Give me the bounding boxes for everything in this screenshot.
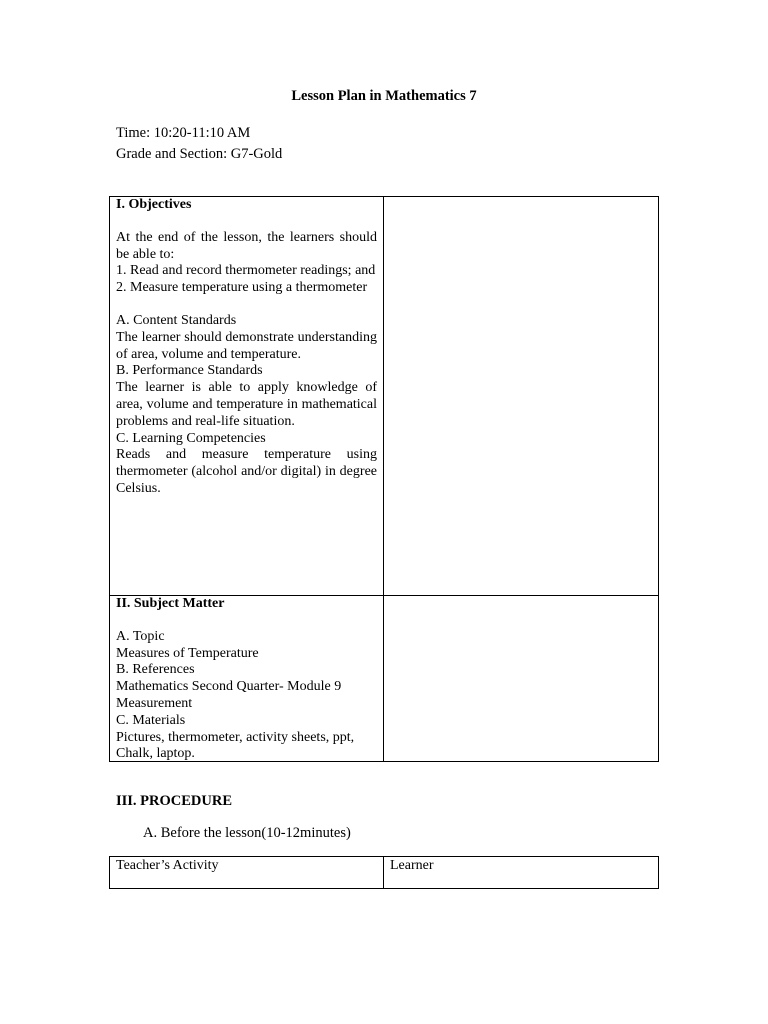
references-label: B. References	[116, 662, 195, 678]
competencies-label: C. Learning Competencies	[116, 430, 266, 446]
objectives-heading: I. Objectives	[116, 197, 192, 212]
objective-item-2: 2. Measure temperature using a thermometer	[116, 280, 368, 296]
learner-header: Learner	[390, 858, 434, 873]
subject-matter-heading: II. Subject Matter	[116, 596, 225, 611]
objectives-cell	[110, 197, 384, 595]
performance-standards-label: B. Performance Standards	[116, 363, 263, 379]
objective-item-1: 1. Read and record thermometer readings; and	[116, 263, 376, 279]
activity-table	[109, 856, 659, 889]
procedure-heading: III. PROCEDURE	[116, 793, 233, 809]
grade-section-line: Grade and Section: G7-Gold	[116, 146, 283, 162]
teacher-activity-header: Teacher’s Activity	[110, 857, 384, 888]
subject-matter-table	[109, 595, 659, 762]
before-lesson-line: A. Before the lesson(10-12minutes)	[143, 825, 351, 841]
document-title: Lesson Plan in Mathematics 7	[291, 88, 477, 104]
topic-text: Measures of Temperature	[116, 645, 259, 661]
materials-label: C. Materials	[116, 712, 186, 728]
topic-label: A. Topic	[116, 628, 165, 644]
content-standards-text: The learner should demonstrate understanding of area, volume and temperature.	[116, 329, 377, 362]
competencies-text: Reads and measure temperature using thermometer (alcohol and/or digital) in degree Celsius.	[116, 447, 377, 496]
subject-matter-cell	[110, 596, 384, 761]
materials-text: Pictures, thermometer, activity sheets, ppt, Chalk, laptop.	[116, 729, 355, 762]
content-standards-label: A. Content Standards	[116, 312, 237, 328]
references-text-2: Measurement	[116, 695, 193, 711]
references-text-1: Mathematics Second Quarter- Module 9	[116, 679, 342, 695]
objectives-table	[109, 196, 659, 596]
performance-standards-text: The learner is able to apply knowledge of area, volume and temperature in mathematical problems and real-life situation.	[116, 380, 377, 429]
time-line: Time: 10:20-11:10 AM	[116, 125, 251, 141]
objectives-intro: At the end of the lesson, the learners should be able to:	[116, 229, 377, 262]
